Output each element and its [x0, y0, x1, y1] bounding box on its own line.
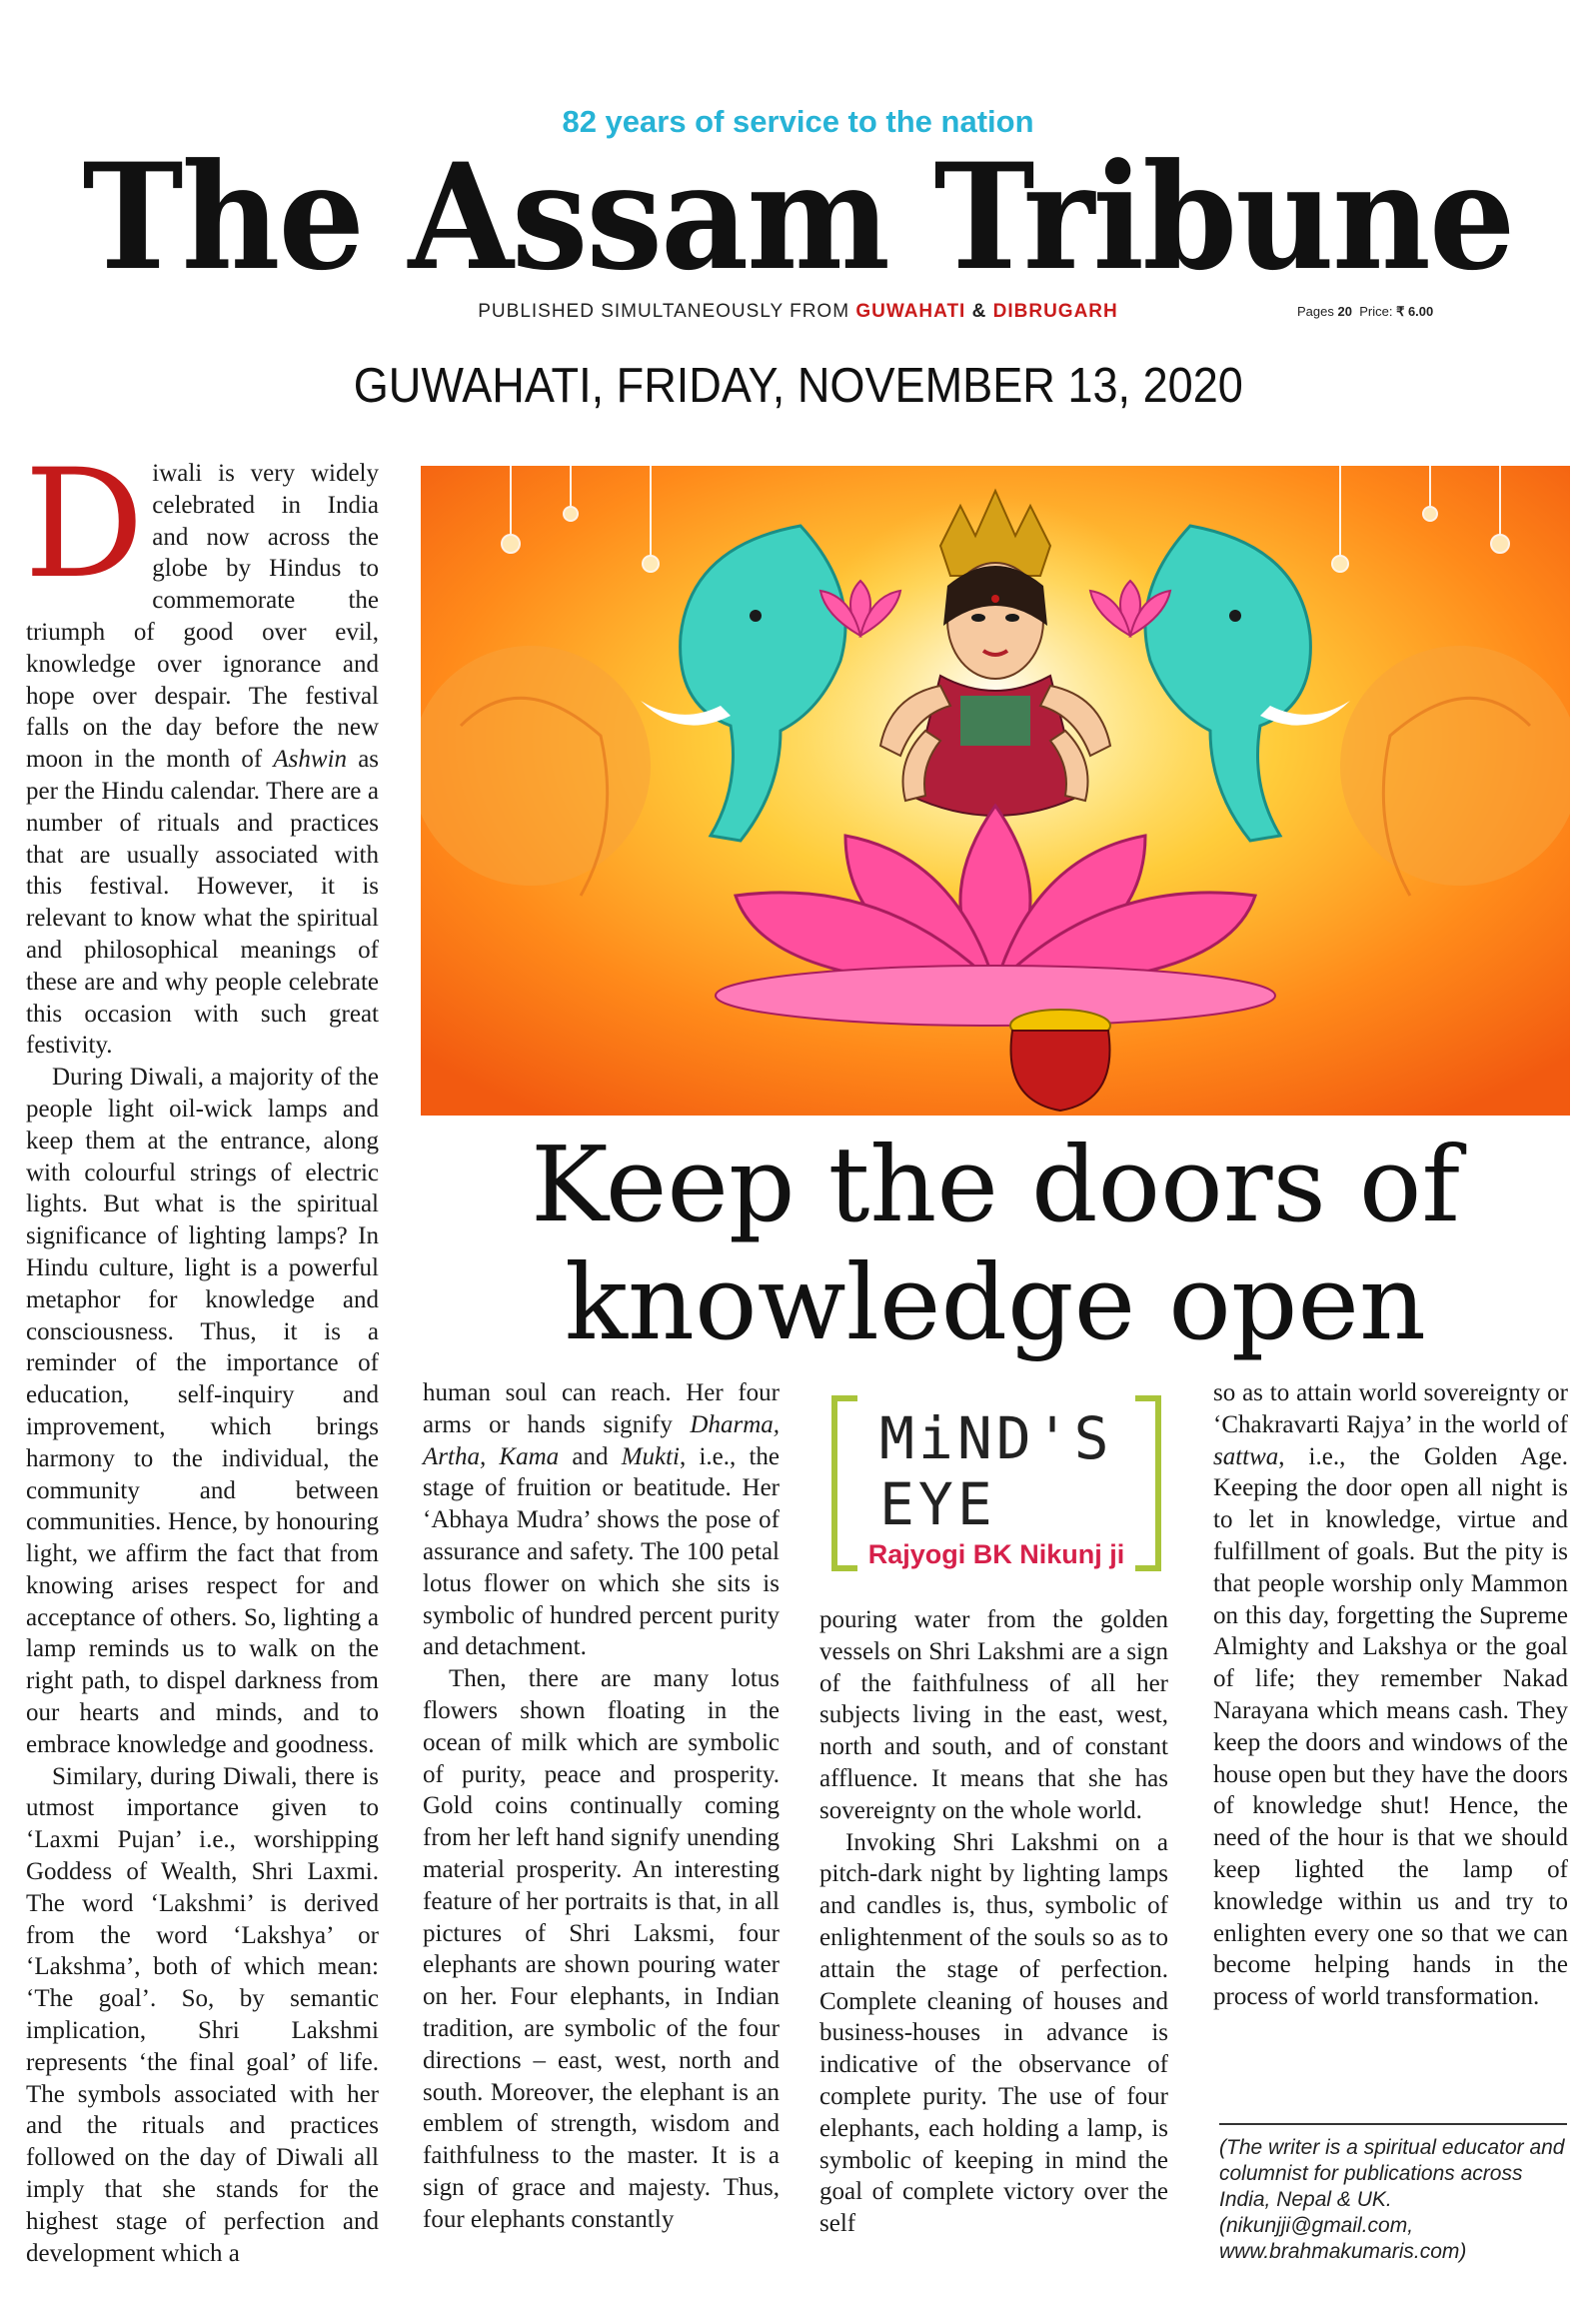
pages-value: 20: [1337, 304, 1352, 319]
paragraph: Invoking Shri Lakshmi on a pitch-dark night by lighting lamps and candles is, thus, symbolic of enlightenment of the souls so as to attain the stage of perfection. Complete cleaning of houses and business-houses in advance is indicative of the observance of complete purity. The use of four elephants, each holding a lamp, is symbolic of keeping in mind the goal of complete victory over the self: [819, 1828, 1168, 2238]
article-column-4: [1213, 1377, 1568, 2013]
text-run: as per the Hindu calendar. There are a number of rituals and practices that are usually associated with this festival. However, it is relevant to know what the spiritual and philosophical meanings of these are and why people celebrate this occasion with such great festivity.: [26, 746, 380, 1060]
published-prefix: PUBLISHED SIMULTANEOUSLY FROM: [478, 301, 856, 322]
dateline: [0, 358, 1596, 414]
writer-note: (The writer is a spiritual educator and columnist for publications across India, Nepal & UK. (nikunjji@gmail.com, www.brahmakumaris.com): [1219, 2136, 1565, 2263]
paragraph: During Diwali, a majority of the people light oil-wick lamps and keep them at the entrance, along with colourful strings of electric lights. But what is the spiritual significance of lighting lamps? In Hindu culture, light is a powerful metaphor for knowledge and consciousness. Thus, it is a reminder of the importance of education, self-inquiry and improvement, which brings harmony to the individual, the community and between communities. Hence, by honouring light, we affirm the fact that from knowing arises respect for and acceptance of others. So, lighting a lamp reminds us to walk on the right path, to dispel darkness from our hearts and minds, and to embrace knowledge and goodness.: [26, 1064, 379, 1758]
italic-term: Dharma, Artha, Kama: [423, 1410, 781, 1470]
pages-label: Pages: [1297, 304, 1334, 319]
price-label: Price:: [1359, 304, 1393, 319]
italic-term: Ashwin: [273, 746, 348, 774]
paragraph: [24, 438, 380, 1062]
note-divider: [1219, 2123, 1567, 2125]
dateline-text: GUWAHATI, FRIDAY, NOVEMBER 13, 2020: [353, 359, 1243, 413]
article-headline: [421, 1126, 1570, 1361]
illustration-svg: [421, 466, 1570, 1116]
right-bracket: [1135, 1395, 1161, 1571]
text-run: , i.e., the Golden Age. Keeping the door open all night is to let in knowledge, virtue and fulfillment of goals. But the pity is that people worship only Mammon on this day, forgetting the Supreme Almighty and Lakshya or the goal of life; they remember Nakad Narayana which means cash. They keep the doors and windows of the house open but they have the doors of knowledge shut! Hence, the need of the hour is that we should keep lighted the lamp of knowledge within us and try to enlighten every one so that we can become helping hands in the process of world transformation.: [1213, 1442, 1568, 2011]
article-column-1: [24, 438, 380, 2269]
column-logo-box: [831, 1395, 1161, 1575]
paragraph: [1213, 1377, 1568, 2013]
drop-cap: D: [24, 438, 145, 612]
column-title-line-2: EYE: [879, 1470, 996, 1538]
column-title-line-1: MiND'S: [879, 1404, 1113, 1472]
paragraph: pouring water from the golden vessels on Shri Lakshmi are a sign of the faithfulness of all her subjects living in the east, west, north and south, and of constant affluence. It means that she has sovereignty on the whole world.: [819, 1606, 1168, 1824]
headline-line-2: knowledge open: [565, 1241, 1426, 1363]
paragraph: Similary, during Diwali, there is utmost importance given to ‘Laxmi Pujan’ i.e., worshipping Goddess of Wealth, Shri Laxmi. The word ‘Lakshmi’ is derived from the word ‘Lakshya’ or ‘Lakshma’, both of which mean: ‘The goal’. So, by semantic implication, Shri Lakshmi represents ‘the final goal’ of life. The symbols associated with her and the rituals and practices followed on the day of Diwali all imply that she stands for the highest stage of perfection and development which a: [26, 1762, 379, 2267]
headline-line-1: Keep the doors of: [530, 1124, 1461, 1245]
newspaper-logo: The Assam Tribune: [82, 132, 1514, 303]
text-run: iwali is very widely celebrated in India and now across the globe by Hindus to commemorate the triumph of good over evil, knowledge over ignorance and hope over despair. The festival falls on the day before the new moon in the month of: [26, 460, 379, 774]
city-dibrugarh: DIBRUGARH: [992, 301, 1118, 322]
text-run: human soul can reach. Her four arms or hands signify: [423, 1379, 780, 1438]
article-column-2: [423, 1377, 780, 2236]
italic-term: Mukti: [621, 1442, 681, 1470]
paragraph: [423, 1377, 780, 1663]
text-run: and: [572, 1442, 609, 1470]
left-bracket: [831, 1395, 857, 1571]
masthead-tagline: 82 years of service to the nation: [562, 104, 1034, 139]
ampersand: &: [971, 301, 987, 322]
column-author: Rajyogi BK Nikunj ji: [867, 1539, 1125, 1569]
paragraph: Then, there are many lotus flowers shown floating in the ocean of milk which are symbolic of purity, peace and prosperity. Gold coins continually coming from her left hand signify unending material prosperity. An interesting feature of her portraits is that, in all pictures of Shri Laksmi, four elephants are shown pouring water on her. Four elephants, in Indian tradition, are symbolic of the four directions – east, west, north and south. Moreover, the elephant is an emblem of strength, wisdom and faithfulness to the master. It is a sign of grace and majesty. Thus, four elephants constantly: [423, 1665, 780, 2233]
italic-term: sattwa: [1213, 1442, 1279, 1470]
price-value: ₹ 6.00: [1396, 304, 1434, 319]
city-guwahati: GUWAHATI: [855, 301, 966, 322]
pages-price: [1297, 304, 1433, 320]
lakshmi-illustration: [421, 466, 1570, 1116]
text-run: , i.e., the stage of fruition or beatitude. Her ‘Abhaya Mudra’ shows the pose of assurance and safety. The 100 petal lotus flower on which she sits is symbolic of hundred percent purity and detachment.: [423, 1442, 781, 1661]
text-run: so as to attain world sovereignty or ‘Chakravarti Rajya’ in the world of: [1213, 1379, 1568, 1438]
article-column-3: [819, 1604, 1168, 2240]
